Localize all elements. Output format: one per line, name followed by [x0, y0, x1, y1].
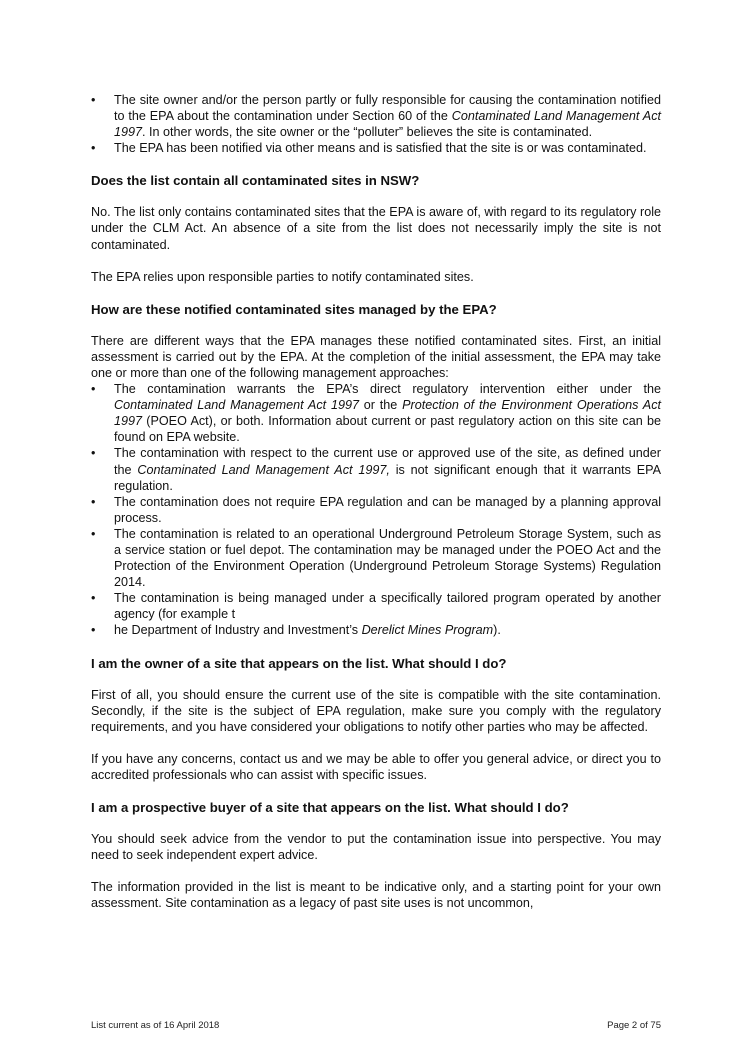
paragraph: No. The list only contains contaminated sites that the EPA is aware of, with regard to its regulatory role under the CLM Act. An absence of a site from the list does not necessarily imply the site is not contaminated.	[91, 205, 661, 252]
paragraph: The information provided in the list is meant to be indicative only, and a starting point for your own assessment. Site contamination as a legacy of past site uses is not uncommon,	[91, 880, 661, 911]
list-item: • The contamination with respect to the current use or approved use of the site, as defined under the Contaminated Land Management Act 1997, is not significant enough that it warrants EPA regulation.	[91, 445, 661, 493]
page-number: Page 2 of 75	[607, 1020, 661, 1031]
list-item: • The EPA has been notified via other means and is satisfied that the site is or was contaminated.	[91, 140, 661, 156]
paragraph: First of all, you should ensure the current use of the site is compatible with the site contamination. Secondly, if the site is the subject of EPA regulation, make sure you comply with the regulatory requirements, and you have considered your obligations to notify other parties who may be affected.	[91, 687, 661, 734]
list-item: • The contamination does not require EPA regulation and can be managed by a planning approval process.	[91, 494, 661, 526]
list-item: • The contamination is being managed under a specifically tailored program operated by another agency (for example t	[91, 590, 661, 622]
footer-date: List current as of 16 April 2018	[91, 1020, 220, 1031]
list-item: • The contamination is related to an operational Underground Petroleum Storage System, such as a service station or fuel depot. The contamination may be managed under the POEO Act and the Protection of the Environment Operation (Underground Petroleum Storage Systems) Regulation 2014.	[91, 526, 661, 590]
management-bullet-list	[91, 381, 661, 639]
page-footer	[91, 1020, 661, 1031]
paragraph: If you have any concerns, contact us and we may be able to offer you general advice, or direct you to accredited professionals who can assist with specific issues.	[91, 751, 661, 782]
list-item: • he Department of Industry and Investment’s Derelict Mines Program).	[91, 622, 661, 638]
section-heading: How are these notified contaminated sites managed by the EPA?	[91, 301, 497, 317]
document-body	[91, 92, 661, 911]
list-item: • The contamination warrants the EPA’s direct regulatory intervention either under the Contaminated Land Management Act 1997 or the Protection of the Environment Operations Act 1997 (POEO Act), or both. Information about current or past regulatory action on this site can be found on EPA website.	[91, 381, 661, 445]
paragraph: There are different ways that the EPA manages these notified contaminated sites. First, an initial assessment is carried out by the EPA. At the completion of the initial assessment, the EPA may take one or more than one of the following management approaches:	[91, 333, 661, 380]
section-heading: I am the owner of a site that appears on the list. What should I do?	[91, 655, 507, 671]
paragraph: You should seek advice from the vendor to put the contamination issue into perspective. You may need to seek independent expert advice.	[91, 832, 661, 863]
section-heading: I am a prospective buyer of a site that appears on the list. What should I do?	[91, 800, 569, 815]
intro-bullet-list	[91, 92, 661, 156]
list-item: • The site owner and/or the person partly or fully responsible for causing the contamination notified to the EPA about the contamination under Section 60 of the Contaminated Land Management Act 1997. In other words, the site owner or the “polluter” believes the site is contaminated.	[91, 92, 661, 140]
paragraph: The EPA relies upon responsible parties to notify contaminated sites.	[91, 269, 474, 284]
section-heading: Does the list contain all contaminated sites in NSW?	[91, 173, 420, 189]
